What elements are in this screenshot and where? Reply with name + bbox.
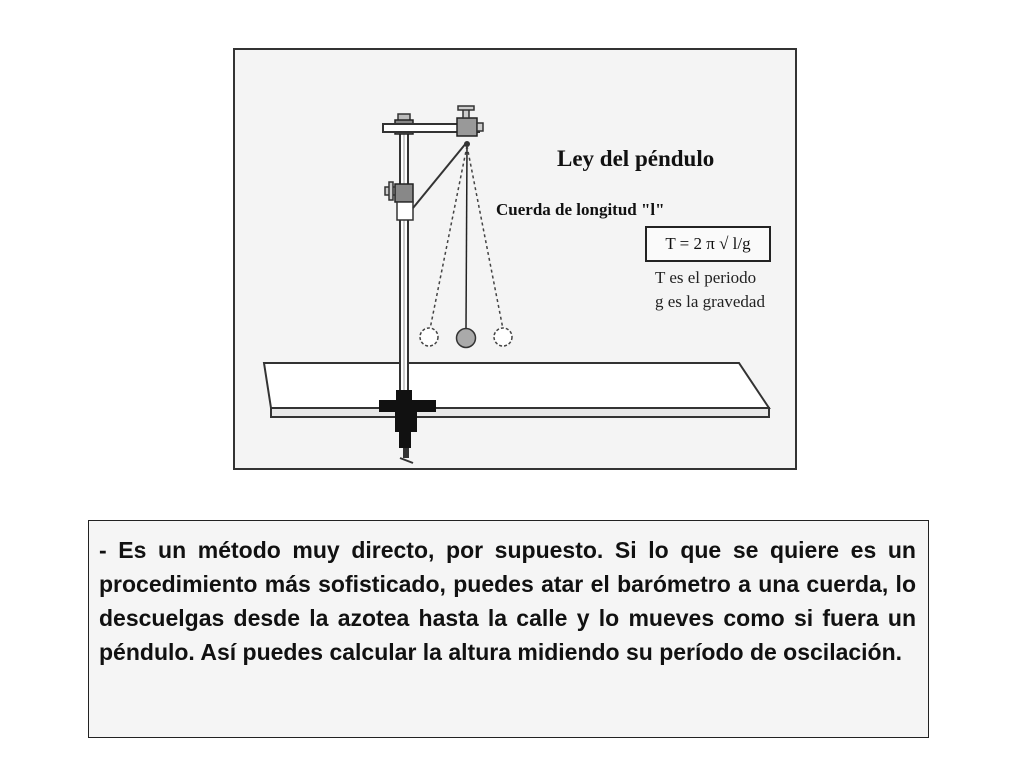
caption-text: - Es un método muy directo, por supuesto. Si lo que se quiere es un procedimiento más sofisticado, puedes atar el barómetro a una cuerda, lo descuelgas desde la azotea hasta la calle y lo mueves como si fuera un péndulo. Así puedes calcular la altura midiendo su período de oscilación. xyxy=(99,537,916,665)
base-clamp xyxy=(396,390,412,400)
diagram-title: Ley del péndulo xyxy=(557,146,715,171)
legend-period: T es el periodo xyxy=(655,268,757,287)
pendulum-string-left xyxy=(430,146,467,329)
period-formula: T = 2 π √ l/g xyxy=(645,226,771,262)
pendulum-bob-right xyxy=(494,328,512,346)
legend-gravity: g es la gravedad xyxy=(655,292,765,311)
diagonal-support xyxy=(413,142,467,208)
middle-clamp xyxy=(395,184,413,202)
pendulum-bob-left xyxy=(420,328,438,346)
arm-clamp xyxy=(457,118,477,136)
cord-length-label: Cuerda de longitud "l" xyxy=(496,200,665,219)
table-edge xyxy=(271,408,769,417)
caption-box xyxy=(88,520,929,738)
table-board xyxy=(264,363,769,408)
pendulum-bob-center xyxy=(457,329,476,348)
pendulum-string-center xyxy=(466,146,467,329)
pendulum-diagram xyxy=(233,48,797,470)
pendulum-string-right xyxy=(467,146,503,329)
